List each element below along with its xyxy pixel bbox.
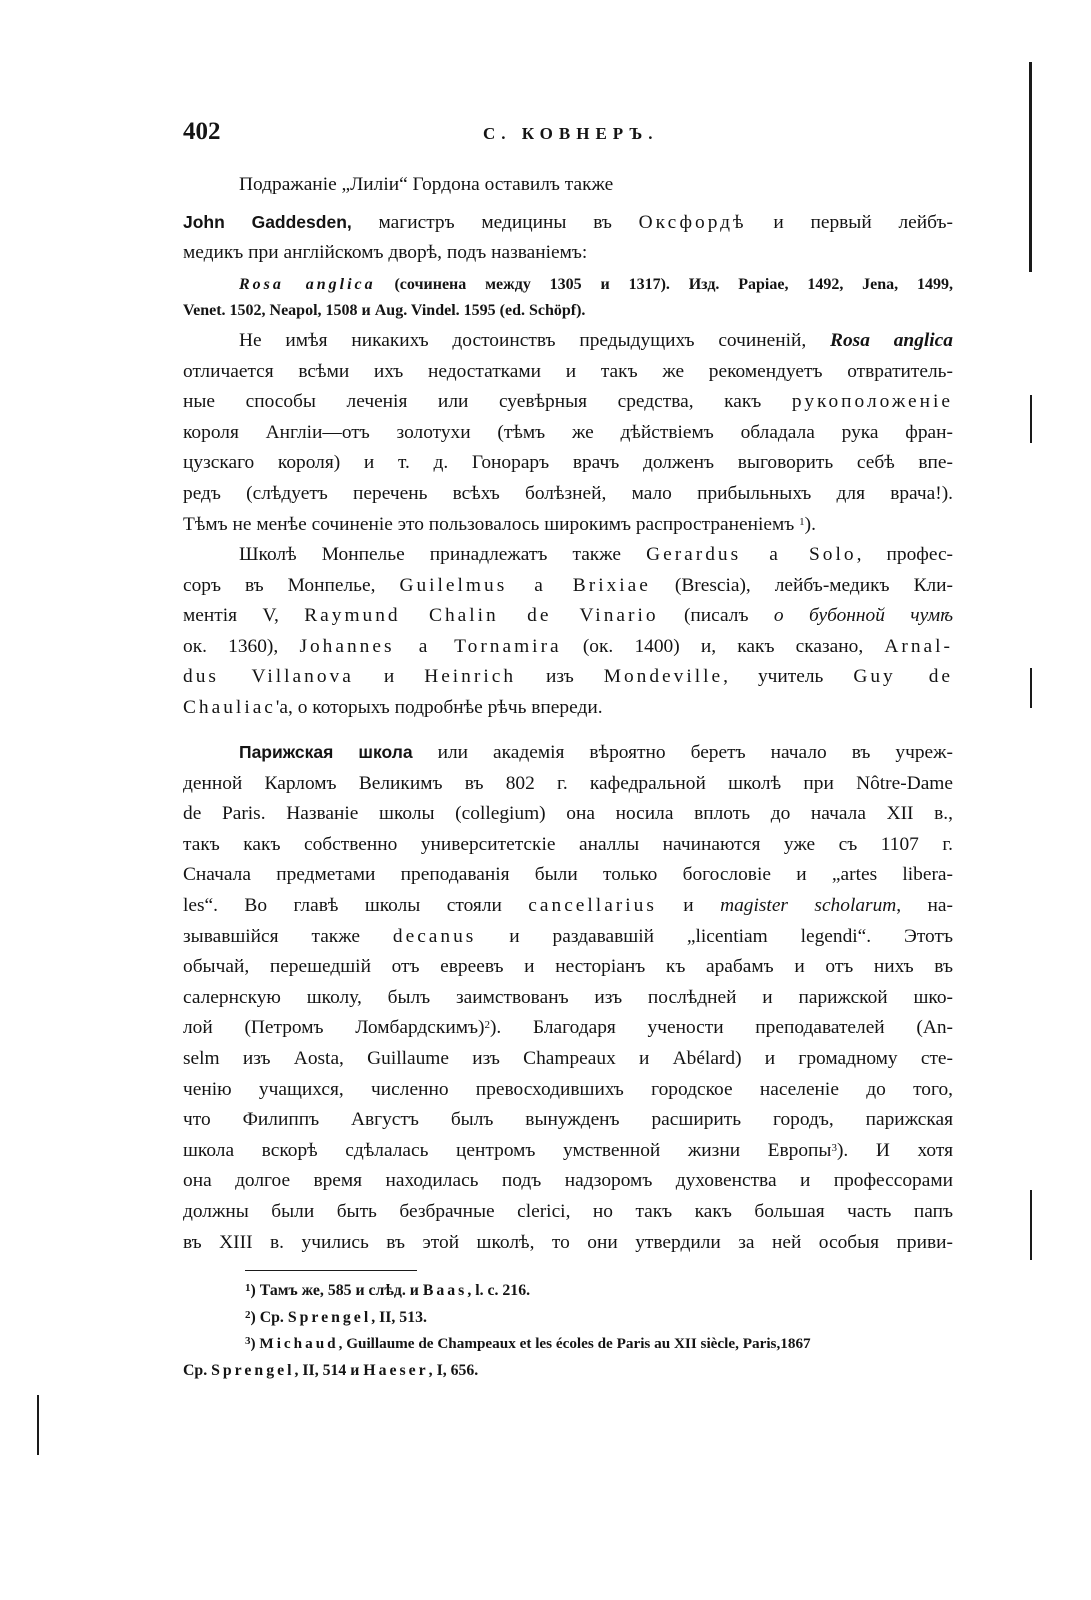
text-line: обычай, перешедшій отъ евреевъ и несторіанъ къ арабамъ и отъ нихъ въ bbox=[183, 956, 953, 978]
text-line: салернскую школу, былъ заимствованъ изъ послѣдней и парижской шко- bbox=[183, 986, 953, 1008]
text-line: Подражаніе „Лиліи“ Гордона оставилъ также bbox=[239, 174, 614, 195]
footnote-ref: 2 bbox=[484, 1019, 490, 1032]
text-line: школа вскорѣ сдѣлалась центромъ умственной жизни Европы$^3$). И хотя bbox=[183, 1139, 953, 1161]
footnote: $^1$) Тамъ же, 585 и слѣд. и Baas, l. c. 216. bbox=[245, 1282, 531, 1299]
text-line: Venet. 1502, Neapol, 1508 и Aug. Vindel. 1595 (ed. Schöpf). bbox=[183, 302, 586, 319]
text-line: должны были быть безбрачные clerici, но такъ какъ большая часть папъ bbox=[183, 1200, 953, 1222]
scan-edge-mark bbox=[37, 1395, 39, 1455]
scan-edge-mark bbox=[1030, 1190, 1032, 1260]
text-line: Тѣмъ не менѣе сочиненіе это пользовалось широкимъ распространеніемъ $^1$). bbox=[183, 513, 816, 535]
text-line: ок. 1360), Johannes a Tornamira (ок. 1400) и, какъ сказано, Arnal- bbox=[183, 635, 953, 657]
section-heading: Парижская школа bbox=[239, 742, 413, 762]
book-title: Rosa anglica bbox=[239, 276, 376, 293]
text-line: лой (Петромъ Ломбардскимъ)$^2$). Благодаря учености преподавателей (An- bbox=[183, 1017, 953, 1039]
footnote-divider bbox=[245, 1270, 417, 1271]
text-line: что Филиппъ Августъ былъ вынужденъ расширить городъ, парижская bbox=[183, 1109, 953, 1131]
text-line: зывавшійся также decanus и раздававшій „licentiam legendi“. Этотъ bbox=[183, 925, 953, 947]
scan-edge-mark bbox=[1030, 668, 1032, 708]
paragraph bbox=[183, 540, 953, 724]
footnote: $^2$) Cp. Sprengel, II, 513. bbox=[245, 1308, 427, 1326]
text-line: dus Villanova и Heinrich изъ Mondeville, учитель Guy de bbox=[183, 666, 954, 688]
text-line: она долгое время находилась подъ надзоромъ духовенства и профессорами bbox=[183, 1170, 953, 1192]
text-line: Не имѣя никакихъ достоинствъ предыдущихъ сочиненій, Rosa anglica bbox=[239, 330, 953, 351]
text-line: Chauliac'а, о которыхъ подробнѣе рѣчь впереди. bbox=[183, 696, 603, 718]
text-line: въ XIII в. учились въ этой школѣ, то они утвердили за ней особыя приви- bbox=[183, 1231, 953, 1253]
text-line: отличается всѣми ихъ недостатками и такъ же рекомендуетъ отвратитель- bbox=[183, 360, 953, 382]
footnotes bbox=[183, 1278, 953, 1384]
text-line: короля Англіи—отъ золотухи (тѣмъ же дѣйствіемъ обладала рука фран- bbox=[183, 421, 953, 443]
scan-edge-mark bbox=[1030, 395, 1032, 443]
text-line: Сначала предметами преподаванія были только богословіе и „artes libera- bbox=[183, 864, 953, 886]
text-line: Школѣ Монпелье принадлежатъ также Gerardus a Solo, профес- bbox=[239, 544, 954, 565]
text-line: de Paris. Названіе школы (collegium) она носила вплоть до начала XII в., bbox=[183, 803, 953, 825]
footnote-ref: 3 bbox=[831, 1141, 837, 1154]
text-line: John Gaddesden, магистръ медицины въ Оксфордѣ и первый лейбъ- bbox=[183, 211, 954, 233]
text-line: ченію учащихся, численно превосходившихъ городское населеніе до того, bbox=[183, 1078, 953, 1100]
paragraph bbox=[183, 326, 953, 540]
text-line: Парижская школа или академія вѣроятно беретъ начало въ учреж- bbox=[239, 742, 954, 763]
running-head bbox=[183, 118, 953, 154]
page-number: 402 bbox=[183, 118, 221, 145]
author-name: John Gaddesden, bbox=[183, 211, 352, 232]
text-line: редъ (слѣдуетъ перечень всѣхъ болѣзней, мало прибыльныхъ для врача!). bbox=[183, 482, 953, 504]
text-line: selm изъ Aosta, Guillaume изъ Champeaux и Abélard) и громадному сте- bbox=[183, 1047, 953, 1069]
text-line: цузскаго короля) и т. д. Гонораръ врачъ долженъ выговорить себѣ впе- bbox=[183, 452, 953, 474]
text-line: Rosa anglica (сочинена между 1305 и 1317). Изд. Papiae, 1492, Jena, 1499, bbox=[239, 276, 954, 293]
text-line: денной Карломъ Великимъ въ 802 г. кафедральной школѣ при Nôtre-Dame bbox=[183, 772, 953, 794]
paragraph bbox=[183, 737, 953, 1258]
text-line: соръ въ Монпелье, Guilelmus a Brixiae (Brescia), лейбъ-медикъ Кли- bbox=[183, 574, 954, 596]
text-line: les“. Во главѣ школы стояли cancellarius и magister scholarum, на- bbox=[183, 894, 953, 916]
scan-edge-mark bbox=[1029, 62, 1032, 272]
running-title: С. КОВНЕРЪ. bbox=[483, 124, 659, 143]
text-line: ментія V, Raymund Chalin de Vinario (писалъ о бубонной чумѣ bbox=[183, 605, 953, 627]
footnote: $^3$) Michaud, Guillaume de Champeaux et les écoles de Paris au XII siècle, Paris,1867 bbox=[245, 1335, 811, 1352]
citation-block bbox=[183, 272, 953, 324]
footnote-ref: 1 bbox=[799, 515, 805, 528]
text-line: такъ какъ собственно университетскіе аналлы начинаются уже съ 1107 г. bbox=[183, 833, 953, 855]
intro-paragraph bbox=[183, 170, 953, 269]
text-line: ные способы леченія или суевѣрныя средства, какъ рукоположеніе bbox=[183, 391, 953, 413]
text-line: медикъ при англійскомъ дворѣ, подъ названіемъ: bbox=[183, 242, 588, 264]
footnote-continuation: Cp. Sprengel, II, 514 и Haeser, I, 656. bbox=[183, 1361, 479, 1379]
